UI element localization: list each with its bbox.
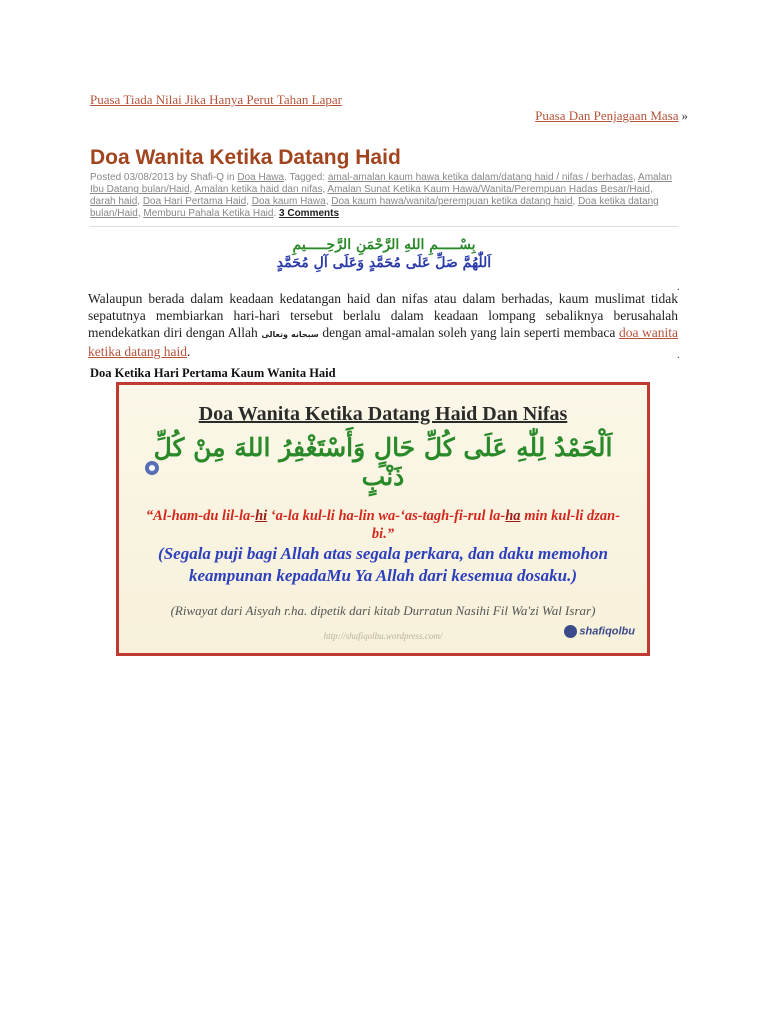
tag-link[interactable]: Amalan ketika haid dan nifas bbox=[194, 184, 323, 195]
tag-link[interactable]: amal-amalan kaum hawa ketika dalam/datang haid / nifas / berhadas bbox=[327, 172, 634, 183]
comments-link[interactable]: 3 Comments bbox=[279, 208, 340, 219]
arabic-honorific: سبحانه وتعالى bbox=[261, 330, 319, 339]
card-arabic-doa: اَلْحَمْدُ لِلّٰهِ عَلَى كُلِّ حَالٍ وَأَسْتَغْفِرُ اللهَ مِنْ كُلِّ ذَنْبٍ bbox=[153, 433, 613, 491]
translit-part: “Al-ham-du lil-la- bbox=[145, 508, 256, 524]
bismillah-block bbox=[90, 236, 678, 272]
tag-link[interactable]: Doa kaum Hawa bbox=[251, 196, 326, 207]
bismillah-line: بِسْـــــمِ اللهِ الرَّحْمَنِ الرَّحِـــــيمِ bbox=[292, 237, 476, 253]
doa-link[interactable]: doa wanita ketika datang haid bbox=[88, 325, 679, 359]
stray-dot: . bbox=[677, 282, 680, 293]
paragraph-end: . bbox=[186, 344, 191, 359]
by-prefix: by bbox=[176, 172, 188, 183]
post-author: Shafi-Q bbox=[190, 172, 225, 183]
tag-link[interactable]: Amalan Ibu Datang bulan/Haid bbox=[90, 172, 672, 195]
card-source: (Riwayat dari Aisyah r.ha. dipetik dari kitab Durratun Nasihi Fil Wa'zi Wal Israr) bbox=[170, 603, 596, 618]
paragraph-text: dengan amal-amalan soleh yang lain seperti membaca bbox=[322, 325, 616, 340]
translit-part: ‘a-la kul-li ha-lin wa-‘as-tagh-fi-rul la- bbox=[267, 508, 506, 524]
in-prefix: in bbox=[226, 172, 235, 183]
posted-prefix: Posted bbox=[90, 172, 122, 183]
section-heading: Doa Ketika Hari Pertama Kaum Wanita Haid bbox=[90, 366, 336, 380]
next-arrow: » bbox=[681, 108, 688, 123]
tag-link[interactable]: Doa Hari Pertama Haid bbox=[142, 196, 247, 207]
paragraph-text: Walaupun berada dalam keadaan kedatangan haid dan nifas atau dalam berhadas, kaum muslimat tidak sepatutnya membiarkan hari-hari tersebut berlalu dalam keadaan lompang sebaliknya berusahalah mendekatkan diri dengan Allah bbox=[88, 291, 678, 340]
stray-dot: . bbox=[677, 350, 680, 361]
card-transliteration bbox=[137, 507, 629, 543]
translit-part: min kul-li dzan-bi.” bbox=[371, 508, 621, 542]
card-title: Doa Wanita Ketika Datang Haid Dan Nifas bbox=[198, 403, 568, 425]
salawat-line: اَللّٰهُمَّ صَلِّ عَلَى مُحَمَّدٍ وَعَلَى آلِ مُحَمَّدٍ bbox=[276, 255, 492, 271]
prev-post-link[interactable]: Puasa Tiada Nilai Jika Hanya Perut Tahan Lapar bbox=[90, 92, 342, 107]
tag-link[interactable]: Amalan Sunat Ketika Kaum Hawa/Wanita/Perempuan Hadas Besar/Haid bbox=[327, 184, 650, 195]
post-meta: Posted 03/08/2013 by Shafi-Q in Doa Hawa. Tagged: amal-amalan kaum hawa ketika dalam/datang haid / nifas / berhadas, Amalan Ibu Datang bulan/Haid, Amalan ketika haid dan nifas, Amalan Sunat Ketika Kaum Hawa/Wanita/Perempuan Hadas Besar/Haid, darah haid, Doa Hari Pertama Haid, Doa kaum Hawa, Doa kaum hawa/wanita/perempuan ketika datang haid, Doa ketika datang bulan/Haid, Memburu Pahala Ketika Haid. 3 Comments bbox=[90, 172, 678, 227]
next-post-link[interactable]: Puasa Dan Penjagaan Masa bbox=[535, 108, 679, 123]
brand-logo-icon bbox=[564, 625, 577, 638]
card-meaning: (Segala puji bagi Allah atas segala perkara, dan daku memohon keampunan kepadaMu Ya Allah dari kesemua dosaku.) bbox=[158, 544, 608, 585]
brand-name: shafiqolbu bbox=[579, 625, 635, 638]
card-brand bbox=[564, 625, 635, 638]
post-date: 03/08/2013 bbox=[123, 172, 174, 183]
next-post-nav bbox=[535, 108, 688, 124]
category-link[interactable]: Doa Hawa bbox=[237, 172, 285, 183]
tag-link[interactable]: Doa kaum hawa/wanita/perempuan ketika datang haid bbox=[331, 196, 573, 207]
intro-paragraph bbox=[88, 290, 678, 360]
doa-image-card bbox=[116, 382, 650, 656]
post-title: Doa Wanita Ketika Datang Haid bbox=[90, 146, 401, 169]
tagged-prefix: Tagged: bbox=[289, 172, 326, 183]
tag-link[interactable]: Memburu Pahala Ketika Haid bbox=[143, 208, 274, 219]
card-watermark-url: http://shafiqolbu.wordpress.com/ bbox=[323, 631, 443, 641]
translit-highlight: ha bbox=[505, 508, 521, 524]
tag-link[interactable]: darah haid bbox=[90, 196, 138, 207]
tag-link[interactable]: Doa ketika datang bulan/Haid bbox=[90, 196, 659, 219]
translit-highlight: hi bbox=[255, 508, 268, 524]
